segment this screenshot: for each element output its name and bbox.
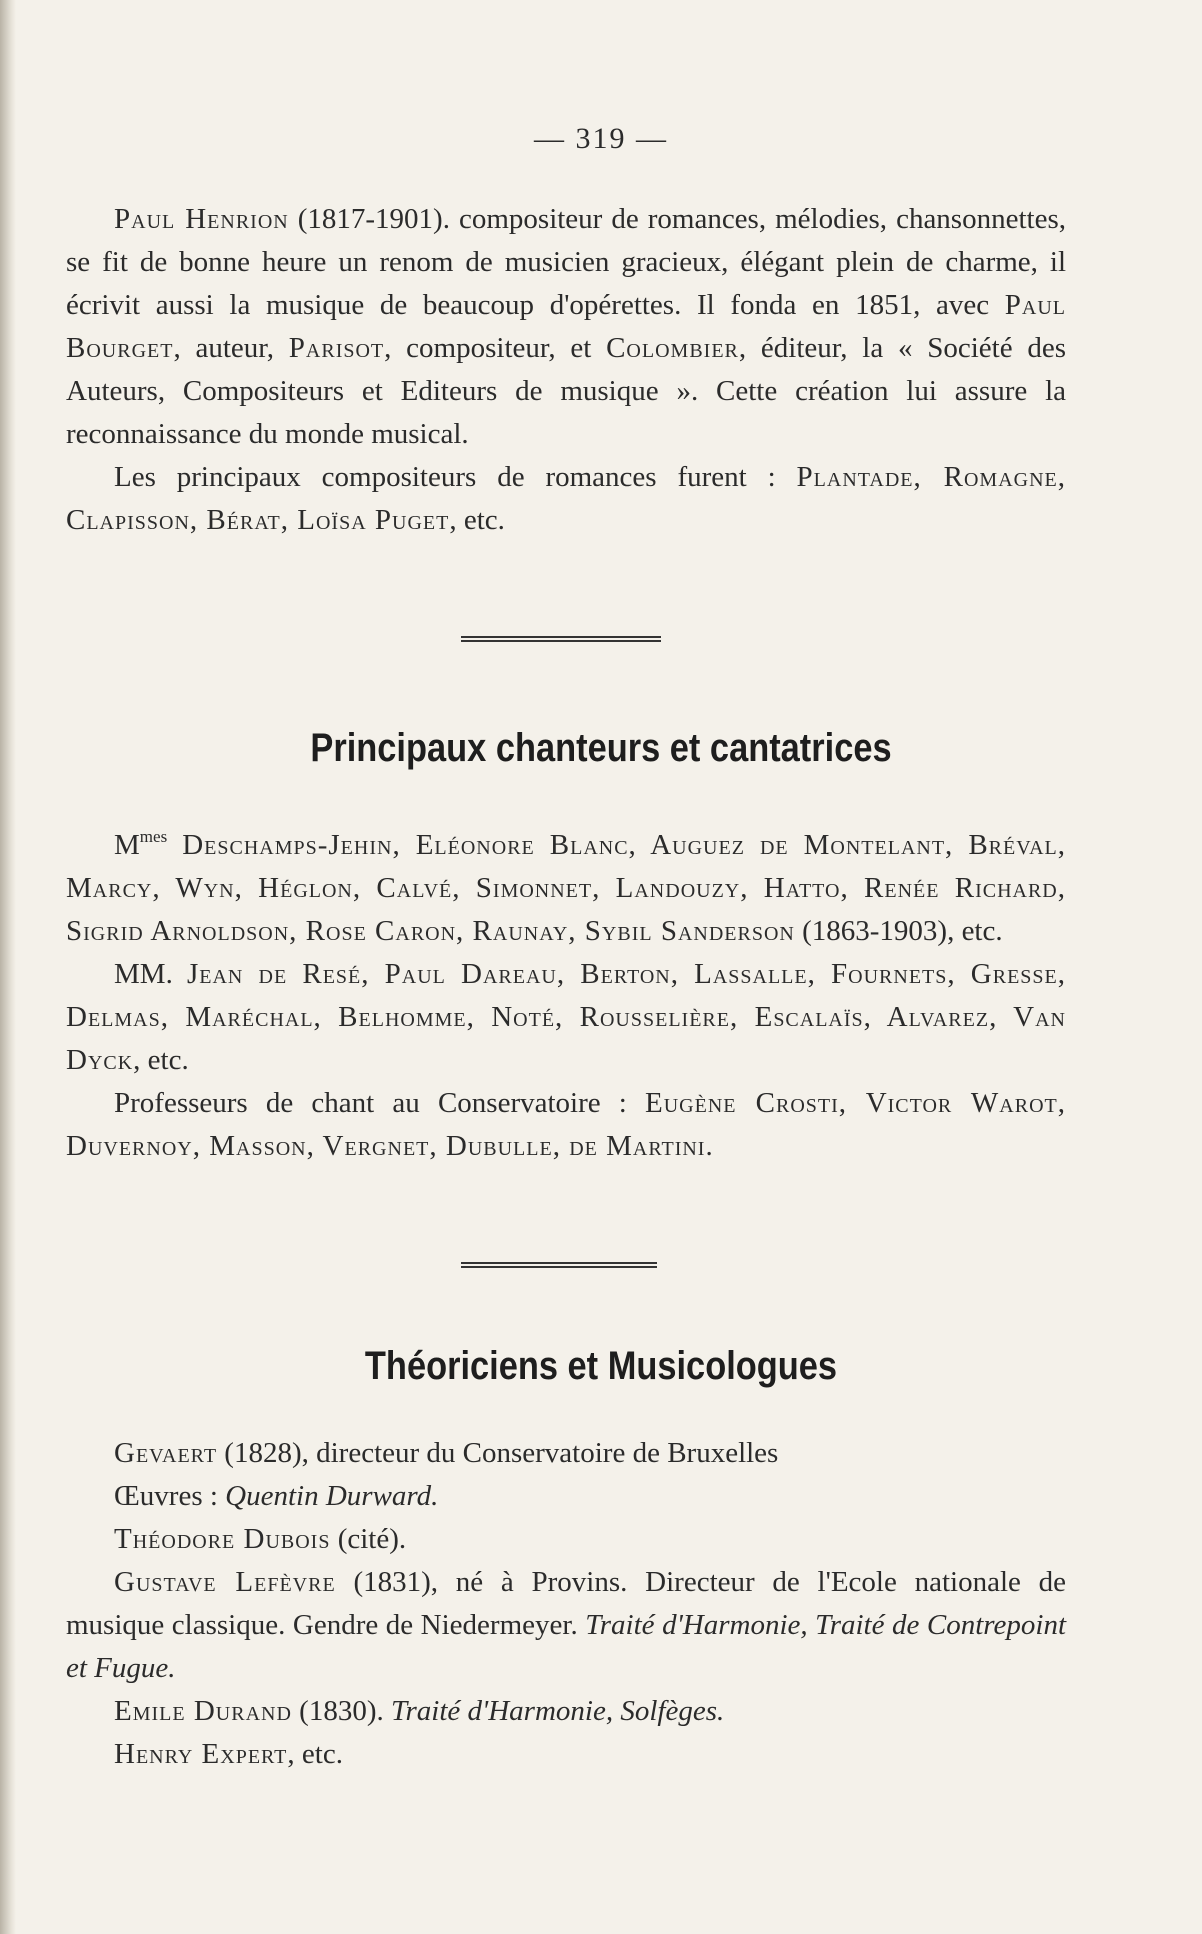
entry-dubois bbox=[66, 1518, 1066, 1561]
work-title: Quentin Durward. bbox=[225, 1480, 439, 1512]
paragraph-text: Les principaux compositeurs de romances furent : bbox=[114, 461, 797, 493]
paragraph-text: Professeurs de chant au Conservatoire : bbox=[114, 1087, 646, 1119]
singer-names: Jean de Resé, Paul Dareau, Berton, Lassalle, Fournets, Gresse, Delmas, Maréchal, Belhomme, Noté, Rousselière, Escalaïs, Alvarez, Van Dyck bbox=[66, 958, 1066, 1076]
person-name: Gevaert bbox=[114, 1437, 218, 1469]
paragraph-text: , compositeur, et bbox=[384, 332, 607, 364]
theorists-section bbox=[66, 1432, 1066, 1776]
paragraph-cantatrices bbox=[66, 815, 1066, 953]
entry-gevaert bbox=[66, 1432, 1066, 1475]
entry-lefevre bbox=[66, 1561, 1066, 1690]
entry-text: (1831), né à Provins. Directeur de l'Ecole nationale de musique classique. Gendre de Niedermeyer. bbox=[66, 1566, 1067, 1641]
section-title-theorists: Théoriciens et Musicologues bbox=[364, 1344, 838, 1388]
professor-names: Eugène Crosti, Victor Warot, Duvernoy, Masson, Vergnet, Dubulle, de Martini bbox=[66, 1087, 1066, 1162]
section-divider bbox=[461, 1262, 657, 1268]
work-title: Traité d'Harmonie, Traité de Contrepoint et Fugue. bbox=[66, 1609, 1066, 1684]
intro-section bbox=[66, 198, 1066, 542]
entry-text: (cité). bbox=[330, 1523, 407, 1555]
entry-text: Œuvres : bbox=[114, 1480, 226, 1512]
person-name: Henry Expert bbox=[114, 1738, 288, 1770]
section-title-singers: Principaux chanteurs et cantatrices bbox=[310, 726, 892, 770]
entry-text: (1830). bbox=[291, 1695, 391, 1727]
composer-names: Plantade, Romagne, Clapisson, Bérat, Loïsa Puget bbox=[66, 461, 1066, 536]
paragraph-text: (1863-1903), etc. bbox=[794, 915, 1003, 947]
person-name: Emile Durand bbox=[114, 1695, 292, 1727]
singer-names: Deschamps-Jehin, Eléonore Blanc, Auguez de Montelant, Bréval, Marcy, Wyn, Héglon, Calvé, Simonnet, Landouzy, Hatto, Renée Richard, Sigrid Arnoldson, Rose Caron, Raunay, Sybil Sanderson bbox=[66, 829, 1066, 947]
person-name: Paul Bourget bbox=[66, 289, 1066, 364]
person-name: Paul Henrion bbox=[114, 203, 289, 235]
person-name: Gustave Lefèvre bbox=[114, 1566, 336, 1598]
paragraph-chanteurs bbox=[66, 953, 1066, 1082]
person-name: Colombier bbox=[606, 332, 739, 364]
page-binding-shadow bbox=[0, 0, 16, 1934]
person-name: Parisot bbox=[288, 332, 385, 364]
entry-text: , etc. bbox=[287, 1738, 343, 1770]
entry-durand bbox=[66, 1690, 1066, 1733]
page-number: — 319 — bbox=[534, 122, 668, 155]
section-divider bbox=[461, 636, 661, 642]
paragraph-text: (1817-1901). compositeur de romances, mélodies, chansonnettes, se fit de bonne heure un renom de musicien gracieux, élégant plein de charme, il écrivit aussi la musique de beaucoup d'opérettes. Il fonda en 1851, avec bbox=[66, 203, 1066, 321]
entry-text: (1828), directeur du Conservatoire de Bruxelles bbox=[217, 1437, 779, 1469]
singers-section bbox=[66, 815, 1066, 1168]
entry-expert bbox=[66, 1733, 1066, 1776]
paragraph-text: , auteur, bbox=[173, 332, 289, 364]
paragraph-composers bbox=[66, 456, 1066, 542]
work-title: Traité d'Harmonie, Solfèges. bbox=[390, 1695, 725, 1727]
honorific: MM. bbox=[114, 958, 187, 990]
paragraph-text: . bbox=[705, 1130, 713, 1162]
paragraph-text: , etc. bbox=[449, 504, 505, 536]
paragraph-text: , éditeur, la « Société des Auteurs, Compositeurs et Editeurs de musique ». Cette création lui assure la reconnaissance du monde musical. bbox=[66, 332, 1067, 450]
person-name: Théodore Dubois bbox=[114, 1523, 331, 1555]
honorific: M bbox=[114, 829, 140, 861]
honorific-superscript: mes bbox=[139, 827, 168, 846]
paragraph-professeurs bbox=[66, 1082, 1066, 1168]
paragraph-henrion bbox=[66, 198, 1066, 456]
entry-works bbox=[66, 1475, 1066, 1518]
paragraph-text: , etc. bbox=[133, 1044, 189, 1076]
